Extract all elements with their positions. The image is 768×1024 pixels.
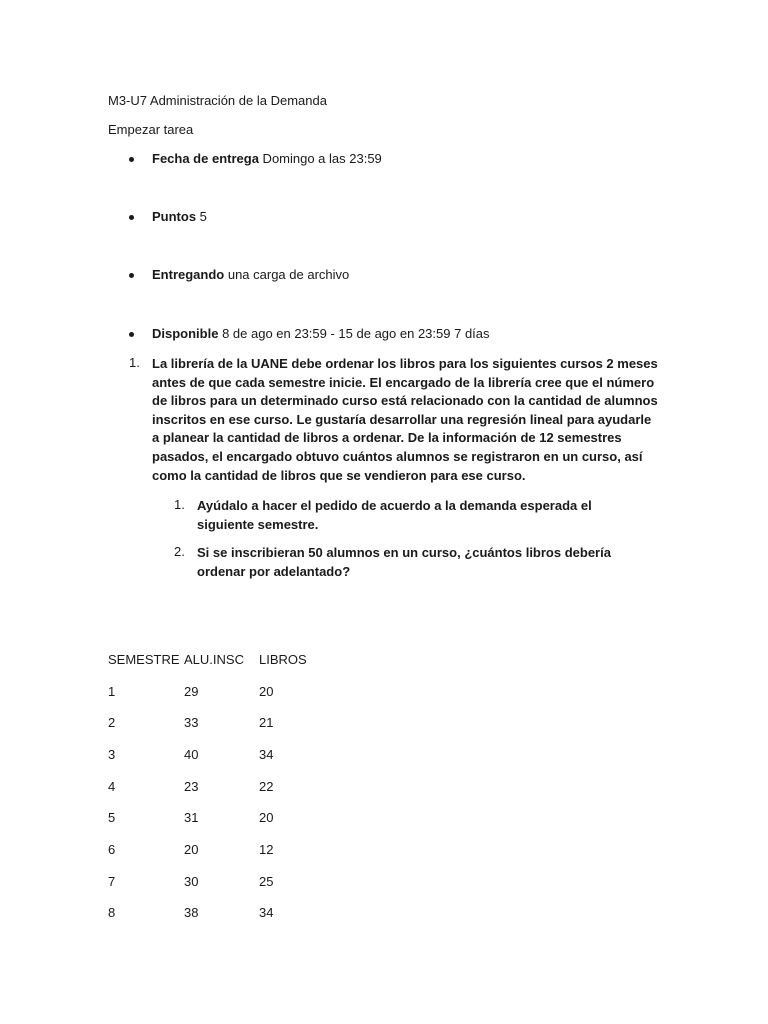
table-cell: 1	[108, 684, 116, 699]
bullet-value: una carga de archivo	[224, 267, 350, 282]
bullet-value: 5	[196, 209, 207, 224]
question-number: 1.	[129, 355, 140, 370]
table-cell: 29	[184, 684, 199, 699]
table-header-semestre: SEMESTRE	[108, 652, 180, 667]
sub-question-text: Si se inscribieran 50 alumnos en un curso, ¿cuántos libros debería ordenar por adelantado?	[197, 545, 611, 579]
bullet-value: 8 de ago en 23:59 - 15 de ago en 23:59 7 días	[218, 326, 490, 341]
bullet-available	[152, 326, 490, 341]
table-cell: 34	[259, 747, 274, 762]
bullet-dot-icon	[129, 215, 134, 220]
table-cell: 25	[259, 874, 274, 889]
table-cell: 21	[259, 715, 274, 730]
question-text	[152, 355, 662, 485]
table-cell: 2	[108, 715, 116, 730]
bullet-label: Puntos	[152, 209, 197, 224]
table-cell: 20	[259, 684, 274, 699]
table-cell: 20	[259, 810, 274, 825]
table-cell: 38	[184, 905, 199, 920]
bullet-value: Domingo a las 23:59	[258, 151, 382, 166]
bullet-label: Fecha de entrega	[152, 151, 259, 166]
bullet-dot-icon	[129, 157, 134, 162]
table-cell: 31	[184, 810, 199, 825]
table-cell: 7	[108, 874, 116, 889]
table-cell: 3	[108, 747, 116, 762]
table-cell: 23	[184, 779, 199, 794]
table-cell: 12	[259, 842, 274, 857]
start-task-link[interactable]: Empezar tarea	[108, 122, 194, 137]
table-cell: 34	[259, 905, 274, 920]
table-cell: 30	[184, 874, 199, 889]
bullet-label: Entregando	[152, 267, 225, 282]
table-cell: 20	[184, 842, 199, 857]
sub-question-number: 2.	[174, 544, 185, 559]
bullet-label: Disponible	[152, 326, 219, 341]
document-title: M3-U7 Administración de la Demanda	[108, 93, 327, 108]
table-cell: 8	[108, 905, 116, 920]
table-cell: 5	[108, 810, 116, 825]
table-cell: 33	[184, 715, 199, 730]
bullet-dot-icon	[129, 332, 134, 337]
table-cell: 22	[259, 779, 274, 794]
question-body: La librería de la UANE debe ordenar los libros para los siguientes cursos 2 meses antes de que cada semestre inicie. El encargado de la librería cree que el número de libros para un determinado curso está relacionado con la cantidad de alumnos inscritos en ese curso. Le gustaría desarrollar una regresión lineal para ayudarle a planear la cantidad de libros a ordenar. De la información de 12 semestres pasados, el encargado obtuvo cuántos alumnos se registraron en un curso, así como la cantidad de libros que se vendieron para ese curso.	[152, 356, 658, 483]
bullet-submission	[152, 267, 349, 282]
bullet-dot-icon	[129, 273, 134, 278]
bullet-points	[152, 209, 207, 224]
table-header-alu-insc: ALU.INSC	[184, 652, 244, 667]
table-header-libros: LIBROS	[259, 652, 307, 667]
table-cell: 4	[108, 779, 116, 794]
bullet-due-date	[152, 151, 382, 166]
table-cell: 6	[108, 842, 116, 857]
table-cell: 40	[184, 747, 199, 762]
sub-question-text: Ayúdalo a hacer el pedido de acuerdo a la demanda esperada el siguiente semestre.	[197, 498, 592, 532]
sub-question-number: 1.	[174, 497, 185, 512]
